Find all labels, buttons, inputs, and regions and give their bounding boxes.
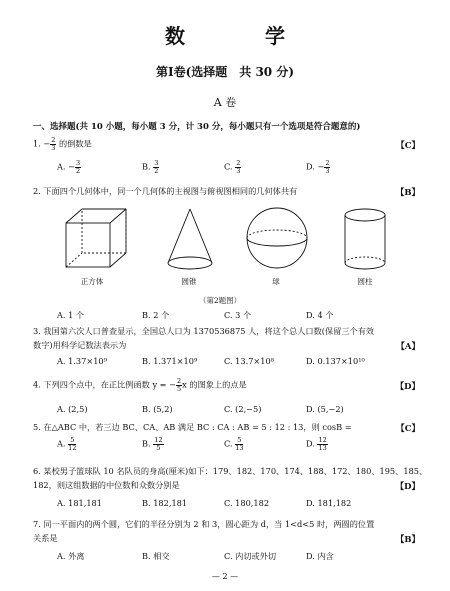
question-3-answer: 【A】 [396,342,420,352]
q5-option-c: C. $\frac{5}{13}$ [224,436,244,452]
question-5-stem: 5. 在△ABC 中，若三边 BC、CA、AB 满足 BC : CA : AB = 5 : 12 : 13，则 cosB = [33,422,352,432]
question-7-answer: 【B】 [395,535,420,545]
question-6-stem-line2: 182，则这组数据的中位数和众数分别是 [33,480,180,490]
q4-option-a: A. (2,5) [57,404,88,414]
q4-option-b: B. (5,2) [142,404,173,414]
section-instruction: 一、选择题(共 10 小题，每小题 3 分，计 30 分，每小题只有一个选项是符合题意的) [33,122,361,132]
q2-option-b: B. 2 个 [142,310,170,320]
q6-option-b: B. 182,181 [142,498,188,508]
q4-option-d: D. (5,−2) [306,404,344,414]
q7-option-d: D. 内含 [306,551,334,561]
q6-option-c: C. 180,182 [224,498,270,508]
q3-option-b: B. 1.371×10⁹ [142,356,198,366]
q5-option-b: B. $\frac{12}{5}$ [142,436,163,452]
question-4-answer: 【D】 [395,382,420,392]
q7-option-c: C. 内切或外切 [224,551,277,561]
question-2-answer: 【B】 [395,188,420,198]
q3-option-c: C. 13.7×10⁸ [224,356,274,366]
q5-option-d: D. $\frac{12}{13}$ [306,436,327,452]
q2-option-c: C. 3 个 [224,310,252,320]
q2-option-d: D. 4 个 [306,310,334,320]
q6-option-d: D. 181,182 [306,498,352,508]
q7-option-b: B. 相交 [142,551,170,561]
q1-option-d: D. − $\frac{2}{3}$ [306,159,330,175]
geometry-figures [60,205,400,275]
question-2-stem: 2. 下面四个几何体中，同一个几何体的主视图与俯视图相同的几何体共有 [33,186,298,196]
cone-label: 圆锥 [181,277,197,286]
page-title: 数 学 [165,24,315,48]
page-number: — 2 — [211,572,239,581]
cube-figure [66,209,126,267]
question-1-answer: 【C】 [396,141,420,151]
q3-option-a: A. 1.37×10⁹ [57,356,107,366]
q4-option-c: C. (2,−5) [224,404,262,414]
question-1-stem: 1. − $\frac{2}{3}$ 的倒数是 [33,136,92,152]
question-7-stem-line2: 关系是 [33,533,58,543]
cylinder-label: 圆柱 [357,277,373,286]
q5-option-a: A. $\frac{5}{12}$ [57,436,77,452]
section-subtitle: 第Ⅰ卷(选择题 共 30 分) [155,65,295,79]
volume-label: A 卷 [213,96,237,109]
q2-option-a: A. 1 个 [57,310,85,320]
question-3-stem-line2: 数字)用科学记数法表示为 [33,340,127,350]
q7-option-a: A. 外离 [57,551,85,561]
cone-figure [168,209,212,269]
q1-option-c: C. $\frac{2}{3}$ [224,159,241,175]
question-6-stem-line1: 6. 某校男子篮球队 10 名队员的身高(厘米)如下：179、182、170、174、188、172、180、195、185、 [33,466,428,476]
sphere-figure [247,208,307,268]
q1-option-a: A. − $\frac{3}{2}$ [57,159,81,175]
question-6-answer: 【D】 [395,482,420,492]
question-4-stem: 4. 下列四个点中，在正比例函数 y = − $\frac{2}{5}$ x 的图象上的点是 [33,377,247,393]
question-3-stem-line1: 3. 我国第六次人口普查显示，全国总人口为 1370536875 人，将这个总人口数(保留三个有效 [33,326,375,336]
figure-caption: （第2题图） [198,296,242,305]
q6-option-a: A. 181,181 [57,498,102,508]
q3-option-d: D. 0.137×10¹⁰ [306,356,365,366]
q1-option-b: B. $\frac{3}{2}$ [142,159,159,175]
sphere-label: 球 [272,277,280,286]
cylinder-figure [345,209,385,269]
question-5-answer: 【C】 [396,424,420,434]
question-7-stem-line1: 7. 同一平面内的两个圆，它们的半径分别为 2 和 3，圆心距为 d，当 1<d<5 时，两圆的位置 [33,519,375,529]
cube-label: 正方体 [80,277,104,286]
